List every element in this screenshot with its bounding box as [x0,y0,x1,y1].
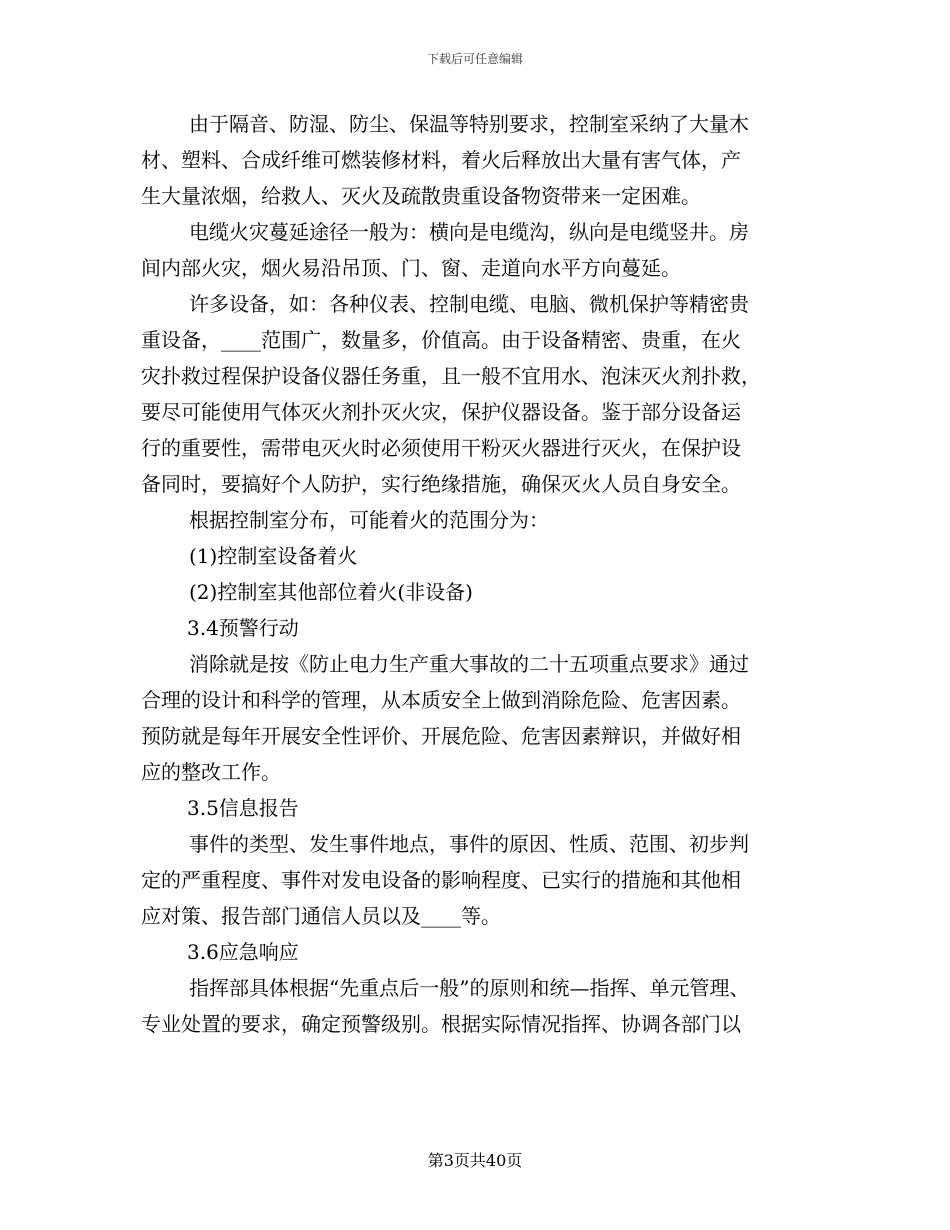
text-line: 许多设备，如：各种仪表、控制电缆、电脑、微机保护等精密贵 [189,292,749,316]
page-footer: 第3页共40页 [427,1151,523,1170]
text-line: 灾扑救过程保护设备仪器任务重，且一般不宜用水、泡沫灭火剂扑救， [141,364,761,388]
text-line: 生大量浓烟，给救人、灭火及疏散贵重设备物资带来一定困难。 [141,184,701,208]
list-item-2 [141,574,811,610]
text-line: 间内部火灾，烟火易沿吊顶、门、窗、走道向水平方向蔓延。 [141,256,681,280]
text-line: 电缆火灾蔓延途径一般为：横向是电缆沟，纵向是电缆竖井。房 [189,220,749,244]
text-line: 材、塑料、合成纤维可燃装修材料，着火后释放出大量有害气体，产 [141,148,741,172]
text-line: 指挥部具体根据“先重点后一般”的原则和统—指挥、单元管理、 [189,976,750,1000]
section-heading-3-5: 3.5信息报告 [187,796,299,820]
text-line: (2)控制室其他部位着火(非设备) [189,580,473,604]
list-item-1 [141,538,811,574]
text-line: 事件的类型、发生事件地点，事件的原因、性质、范围、初步判 [189,832,749,856]
section-heading-3-4: 3.4预警行动 [187,616,299,640]
text-line: 备同时，要搞好个人防护，实行绝缘措施，确保灭火人员自身安全。 [141,472,741,496]
text-line: 行的重要性，需带电灭火时必须使用干粉灭火器进行灭火，在保护设 [141,436,741,460]
paragraph-fire-materials [141,106,811,214]
text-line: 预防就是每年开展安全性评价、开展危险、危害因素辩识，并做好相 [141,724,741,748]
text-line: 定的严重程度、事件对发电设备的影响程度、已实行的措施和其他相 [141,868,741,892]
text-line: 由于隔音、防湿、防尘、保温等特别要求，控制室采纳了大量木 [189,112,749,136]
text-line: 重设备，____范围广，数量多，价值高。由于设备精密、贵重，在火 [141,328,741,352]
document-body [141,106,811,1042]
section-heading-3-6: 3.6应急响应 [187,940,299,964]
text-line: 消除就是按《防止电力生产重大事故的二十五项重点要求》通过 [189,652,749,676]
paragraph-warning-action [141,646,811,790]
text-line: 要尽可能使用气体灭火剂扑灭火灾，保护仪器设备。鉴于部分设备运 [141,400,741,424]
text-line: 应对策、报告部门通信人员以及____等。 [141,904,501,928]
text-line: 专业处置的要求，确定预警级别。根据实际情况指挥、协调各部门以 [141,1012,741,1036]
paragraph-equipment [141,286,811,502]
text-line: 根据控制室分布，可能着火的范围分为： [189,508,549,532]
paragraph-emergency-response [141,970,811,1042]
page-header: 下载后可任意编辑 [426,52,523,66]
paragraph-info-report [141,826,811,934]
paragraph-fire-scope [141,502,811,538]
text-line: (1)控制室设备着火 [189,544,358,568]
paragraph-cable-fire [141,214,811,286]
text-line: 应的整改工作。 [141,760,281,784]
text-line: 合理的设计和科学的管理，从本质安全上做到消除危险、危害因素。 [141,688,741,712]
